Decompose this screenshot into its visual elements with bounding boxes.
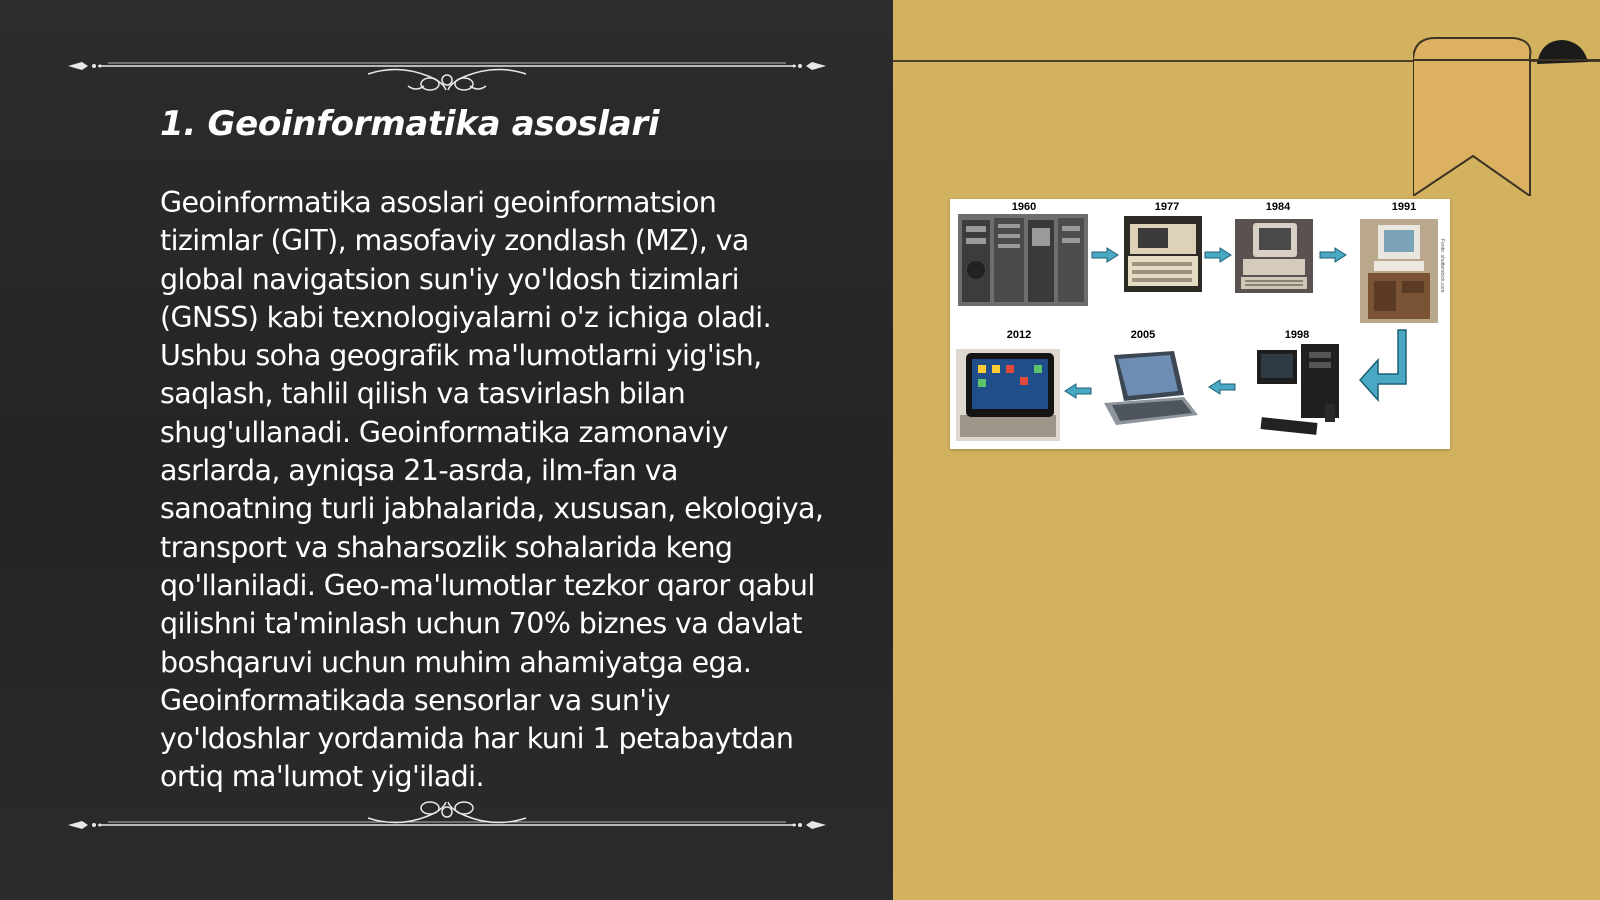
year-label-1998: 1998 [1284,329,1310,341]
year-label-1984: 1984 [1265,201,1291,213]
year-label-2012: 2012 [1006,329,1032,341]
laptop-icon [1098,351,1202,431]
desktop-pc-icon [1235,219,1313,293]
pc-on-desk-icon [1360,219,1438,323]
right-image-panel [893,0,1600,900]
year-label-1991: 1991 [1391,201,1417,213]
slide-title: 1. Geoinformatika asoslari [160,104,660,144]
slide-body-text: Geoinformatika asoslari geoinformatsion tizimlar (GIT), masofaviy zondlash (MZ), va global navigatsion sun'iy yo'ldosh tizimlari (GNSS) kabi texnologiyalarni o'z ichiga oladi. Ushbu soha geografik ma'lumotlarni yig'ish, saqlash, tahlil qilish va tasvirlash bilan shug'ullanadi. Geoinformatika zamonaviy asrlarda, ayniqsa 21-asrda, ilm-fan va sanoatning turli jabhalarida, xususan, ekologiya, transport va shaharsozlik sohalarida keng qo'llaniladi. Geo-ma'lumotlar tezkor qaror qabul qilishni ta'minlash uchun 70% biznes va davlat boshqaruvi uchun muhim ahamiyatga ega. Geoinformatikada sensorlar va sun'iy yo'ldoshlar yordamida har kuni 1 petabaytdan ortiq ma'lumot yig'iladi. [160,186,824,794]
tablet-icon [956,349,1060,441]
bookmark-ribbon-icon [1413,36,1600,196]
tower-pc-icon [1253,342,1345,440]
arrow-right-icon [1319,247,1347,263]
bottom-ornament-divider [68,780,826,830]
early-personal-computer-icon [1124,216,1202,292]
mainframe-computer-icon [958,214,1088,306]
arrow-left-icon [1208,379,1236,395]
computer-evolution-timeline-image [950,199,1450,449]
year-label-1960: 1960 [1011,201,1037,213]
arrow-left-icon [1064,383,1092,399]
year-label-2005: 2005 [1130,329,1156,341]
image-credit: Fonte: shutterstock.com [1439,239,1445,293]
top-ornament-divider [68,42,826,92]
year-label-1977: 1977 [1154,201,1180,213]
arrow-right-icon [1204,247,1232,263]
turn-down-left-arrow-icon [1358,328,1410,408]
arrow-right-icon [1091,247,1119,263]
